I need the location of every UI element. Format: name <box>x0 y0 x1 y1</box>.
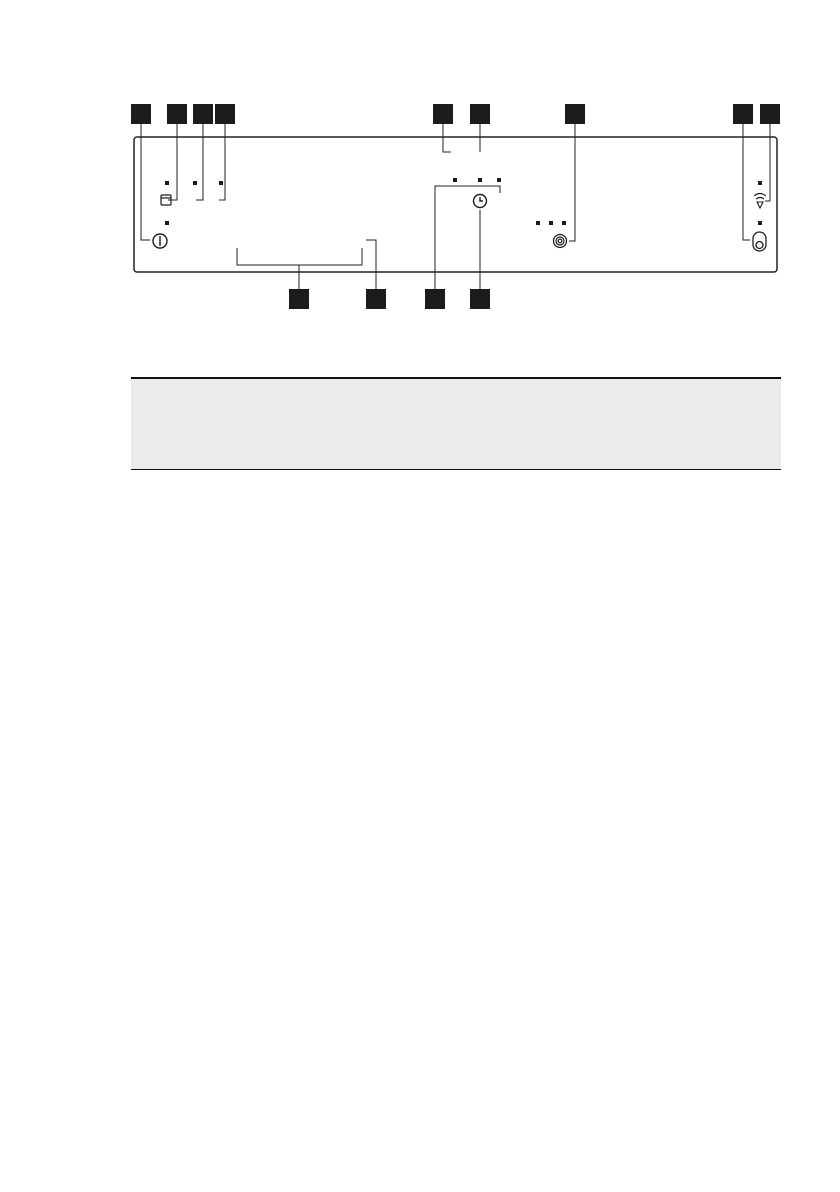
callout-marker <box>193 104 213 124</box>
leader-lines <box>141 124 770 289</box>
indicator-light <box>193 181 197 185</box>
leader-line <box>743 124 750 240</box>
leader-line <box>765 124 770 201</box>
callout-marker <box>289 289 309 309</box>
indicator-light <box>562 221 566 225</box>
indicator-lights <box>165 178 762 225</box>
table-header-row <box>131 377 781 470</box>
indicator-light <box>478 178 482 182</box>
indicator-light <box>758 181 762 185</box>
callout-marker <box>215 104 235 124</box>
indicator-light <box>536 221 540 225</box>
callout-marker <box>733 104 753 124</box>
leader-line <box>435 186 500 193</box>
control-panel-diagram <box>0 0 840 330</box>
indicator-light <box>165 221 169 225</box>
indicator-light <box>497 178 501 182</box>
leader-line <box>168 124 177 200</box>
oval-zone-icon <box>753 232 766 251</box>
timer-icon <box>474 195 487 208</box>
leader-line <box>219 124 225 200</box>
callout-marker <box>366 289 386 309</box>
bridge-zone-icon <box>554 235 567 248</box>
callout-marker <box>131 104 151 124</box>
leader-line <box>569 124 575 241</box>
indicator-light <box>219 181 223 185</box>
callout-marker <box>470 289 490 309</box>
callout-marker <box>565 104 585 124</box>
callout-marker <box>470 104 490 124</box>
power-icon <box>153 234 167 248</box>
indicator-light <box>549 221 553 225</box>
indicator-light <box>453 178 457 182</box>
control-panel-frame <box>134 137 777 272</box>
indicator-light <box>165 181 169 185</box>
hob-to-hood-icon <box>754 194 766 209</box>
leader-line <box>196 124 203 200</box>
leader-line <box>366 240 376 289</box>
leader-line <box>237 248 362 265</box>
callout-markers-top <box>131 104 780 124</box>
leader-line <box>443 124 451 152</box>
callout-marker <box>760 104 780 124</box>
leader-line <box>141 124 150 240</box>
callout-marker <box>167 104 187 124</box>
control-panel-table <box>131 377 781 470</box>
callout-markers-bottom <box>289 289 490 309</box>
indicator-light <box>758 221 762 225</box>
callout-marker <box>433 104 453 124</box>
callout-marker <box>425 289 445 309</box>
